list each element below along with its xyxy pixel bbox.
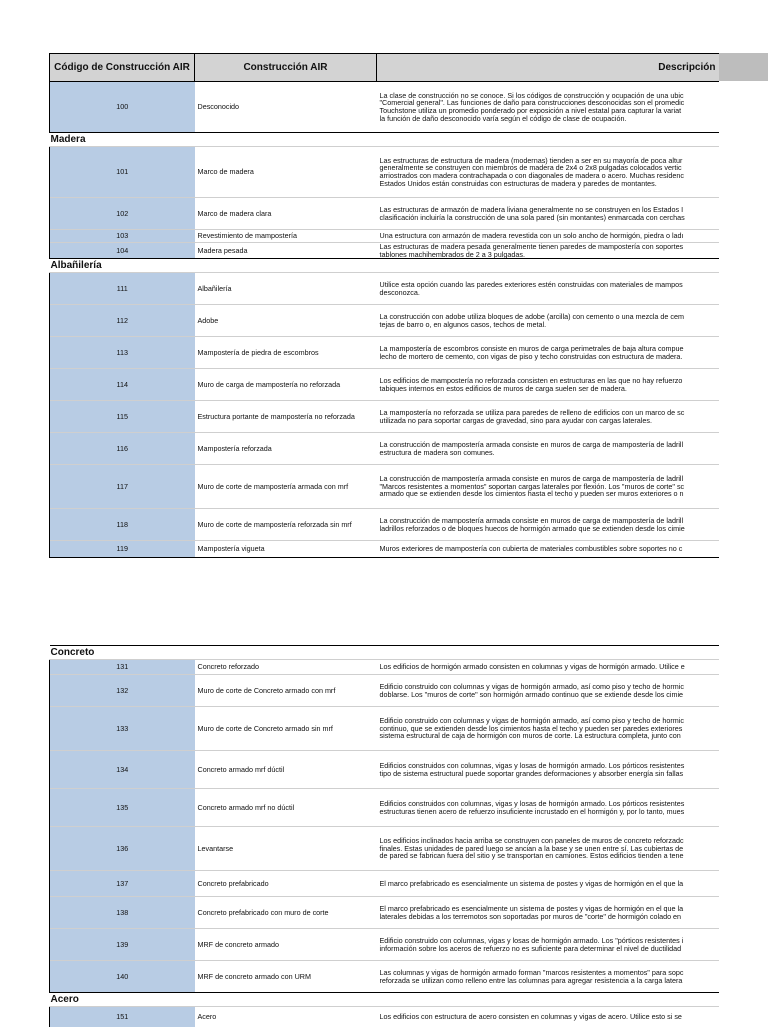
table-row — [50, 897, 719, 929]
cell-code: 132 — [50, 675, 195, 707]
cell-name: Madera pesada — [195, 243, 377, 259]
cell-description: Los edificios con estructura de acero consisten en columnas y vigas de acero. Utilice esto si se — [377, 1007, 719, 1027]
cell-name: Acero — [195, 1007, 377, 1027]
cell-description: Los edificios inclinados hacia arriba se construyen con paneles de muros de concreto reforzadc finales. Estas unidades de pared luego se ancian a la base y se unen entre sí. Las cubiertas de de pared se fabrican fuera del sitio y se transportan en camiones. Estos edificios tienden a tene — [377, 827, 719, 871]
cell-name: Muro de corte de Concreto armado con mrf — [195, 675, 377, 707]
section-row — [50, 993, 719, 1007]
cell-name: Marco de madera clara — [195, 198, 377, 230]
table-row — [50, 243, 719, 259]
cell-name: Concreto armado mrf no dúctil — [195, 789, 377, 827]
table-row — [50, 465, 719, 509]
cell-code: 118 — [50, 509, 195, 541]
cell-description: La construcción con adobe utiliza bloques de adobe (arcilla) con cemento o una mezcla de cem tejas de barro o, en algunos casos, techos de metal. — [377, 305, 719, 337]
section-label: Concreto — [50, 646, 719, 660]
cell-name: Desconocido — [195, 82, 377, 133]
cell-description: La construcción de mampostería armada consiste en muros de carga de mampostería de ladrill "Marcos resistentes a momentos" soportan cargas laterales por flexión. Los "muros de corte" sc armado que se extienden desde los cimientos hasta el techo y pueden ser muros exteriores o n — [377, 465, 719, 509]
cell-description: Los edificios de hormigón armado consisten en columnas y vigas de hormigón armado. Utilice e — [377, 660, 719, 675]
cell-name: Mampostería de piedra de escombros — [195, 337, 377, 369]
cell-code: 101 — [50, 147, 195, 198]
cell-code: 116 — [50, 433, 195, 465]
cell-description: Las estructuras de madera pesada generalmente tienen paredes de mampostería con soportes tablones machihembrados de 2 a 3 pulgadas. — [377, 243, 719, 259]
table-row — [50, 82, 719, 133]
cell-code: 117 — [50, 465, 195, 509]
cell-name: Mampostería vigueta — [195, 541, 377, 558]
table-row — [50, 675, 719, 707]
cell-code: 115 — [50, 401, 195, 433]
cell-code: 137 — [50, 871, 195, 897]
cell-description: Una estructura con armazón de madera revestida con un solo ancho de hormigón, piedra o ladı — [377, 230, 719, 243]
cell-code: 104 — [50, 243, 195, 259]
cell-description: Edificio construido con columnas, vigas y losas de hormigón armado. Los "pórticos resistentes i información sobre los aceros de refuerzo no es suficiente para determinar el nivel de ductilidad — [377, 929, 719, 961]
cell-description: El marco prefabricado es esencialmente un sistema de postes y vigas de hormigón en el que la laterales debidas a los terremotos son soportadas por muros de "corte" de hormigón colado en — [377, 897, 719, 929]
section-label: Madera — [50, 133, 719, 147]
cell-code: 111 — [50, 273, 195, 305]
cell-description: La construcción de mampostería armada consiste en muros de carga de mampostería de ladrill ladrillos reforzados o de bloques huecos de hormigón armado que se extienden desde los cimie — [377, 509, 719, 541]
section-label: Acero — [50, 993, 719, 1007]
cell-description: Las columnas y vigas de hormigón armado forman "marcos resistentes a momentos" para sopc reforzada se utilizan como relleno entre las columnas para agregar resistencia a la carga latera — [377, 961, 719, 993]
cell-description: Edificios construidos con columnas, vigas y losas de hormigón armado. Los pórticos resistentes tipo de sistema estructural puede soportar grandes deformaciones y absorber energía sin fallas — [377, 751, 719, 789]
cell-code: 134 — [50, 751, 195, 789]
cell-code: 151 — [50, 1007, 195, 1027]
cell-code: 135 — [50, 789, 195, 827]
cell-description: Edificios construidos con columnas, vigas y losas de hormigón armado. Los pórticos resistentes estructuras tienen acero de refuerzo insuficiente incrustado en el hormigón y, por lo tanto, mues — [377, 789, 719, 827]
table-row — [50, 337, 719, 369]
table-row — [50, 273, 719, 305]
cell-code: 103 — [50, 230, 195, 243]
table-row — [50, 751, 719, 789]
construction-table-1 — [49, 53, 719, 558]
cell-name: Estructura portante de mampostería no reforzada — [195, 401, 377, 433]
table-row — [50, 660, 719, 675]
section-row — [50, 646, 719, 660]
section-row — [50, 259, 719, 273]
cell-name: MRF de concreto armado — [195, 929, 377, 961]
section-label: Albañilería — [50, 259, 719, 273]
table-row — [50, 871, 719, 897]
table-row — [50, 369, 719, 401]
cell-description: La clase de construcción no se conoce. Si los códigos de construcción y ocupación de una ubic "Comercial general". Las funciones de daño para construcciones desconocidas son el promedic Touchstone utiliza un promedio ponderado por exposición a nivel estatal para capturar la variat la función de daño desconocido varía según el código de clase de ocupación. — [377, 82, 719, 133]
table-row — [50, 198, 719, 230]
cell-description: El marco prefabricado es esencialmente un sistema de postes y vigas de hormigón en el que la — [377, 871, 719, 897]
table-row — [50, 929, 719, 961]
header-name: Construcción AIR — [195, 54, 377, 82]
cell-name: Adobe — [195, 305, 377, 337]
header-description: Descripción — [377, 54, 719, 82]
cell-name: Muro de corte de mampostería reforzada sin mrf — [195, 509, 377, 541]
cell-name: Albañilería — [195, 273, 377, 305]
header-code: Código de Construcción AIR — [50, 54, 195, 82]
cell-description: Muros exteriores de mampostería con cubierta de materiales combustibles sobre soportes no c — [377, 541, 719, 558]
cell-name: Concreto armado mrf dúctil — [195, 751, 377, 789]
table-header-row — [50, 54, 719, 82]
cell-name: Concreto prefabricado — [195, 871, 377, 897]
cell-name: Revestimiento de mampostería — [195, 230, 377, 243]
cell-description: La construcción de mampostería armada consiste en muros de carga de mampostería de ladrill estructura de madera son comunes. — [377, 433, 719, 465]
table-row — [50, 230, 719, 243]
cell-code: 112 — [50, 305, 195, 337]
cell-description: Edificio construido con columnas y vigas de hormigón armado, así como piso y techo de hormic continuo, que se extienden desde los cimientos hasta el techo y pueden ser paredes exteriores sistema estructural de caja de hormigón con muros de corte. La estructura completa, junto con — [377, 707, 719, 751]
construction-table-2 — [49, 645, 719, 1027]
table-row — [50, 401, 719, 433]
cell-code: 140 — [50, 961, 195, 993]
table-row — [50, 707, 719, 751]
cell-name: Mampostería reforzada — [195, 433, 377, 465]
table-row — [50, 789, 719, 827]
table-row — [50, 509, 719, 541]
cell-description: Las estructuras de armazón de madera liviana generalmente no se construyen en los Estados I clasificación incluiría la construcción de una sola pared (sin montantes) enmarcada con cerchas — [377, 198, 719, 230]
cell-description: Las estructuras de estructura de madera (modernas) tienden a ser en su mayoría de poca altur generalmente se construyen con miembros de madera de 2x4 o 2x8 pulgadas colocados vertic arriostrados con madera contrachapada o con diagonales de madera o acero. Muchas residenc Estados Unidos están construidas con estructuras de madera y paredes de montantes. — [377, 147, 719, 198]
table-row — [50, 827, 719, 871]
section-row — [50, 133, 719, 147]
cell-code: 102 — [50, 198, 195, 230]
cell-description: Utilice esta opción cuando las paredes exteriores estén construidas con materiales de mampos desconozca. — [377, 273, 719, 305]
frozen-header-overflow — [717, 53, 768, 81]
cell-name: Levantarse — [195, 827, 377, 871]
cell-name: Muro de carga de mampostería no reforzada — [195, 369, 377, 401]
cell-name: Muro de corte de Concreto armado sin mrf — [195, 707, 377, 751]
table-row — [50, 305, 719, 337]
cell-description: La mampostería no reforzada se utiliza para paredes de relleno de edificios con un marco de sc utilizada no para soportar cargas de gravedad, sino para ayudar con cargas laterales. — [377, 401, 719, 433]
cell-code: 119 — [50, 541, 195, 558]
cell-description: Los edificios de mampostería no reforzada consisten en estructuras en las que no hay refuerzo tabiques internos en estos edificios de muros de carga suelen ser de madera. — [377, 369, 719, 401]
cell-code: 100 — [50, 82, 195, 133]
cell-name: Concreto reforzado — [195, 660, 377, 675]
table-row — [50, 541, 719, 558]
cell-code: 138 — [50, 897, 195, 929]
table-row — [50, 961, 719, 993]
cell-name: MRF de concreto armado con URM — [195, 961, 377, 993]
cell-code: 139 — [50, 929, 195, 961]
cell-name: Muro de corte de mampostería armada con mrf — [195, 465, 377, 509]
cell-name: Concreto prefabricado con muro de corte — [195, 897, 377, 929]
table-row — [50, 147, 719, 198]
cell-code: 131 — [50, 660, 195, 675]
cell-code: 136 — [50, 827, 195, 871]
cell-description: Edificio construido con columnas y vigas de hormigón armado, así como piso y techo de hormic doblarse. Los "muros de corte" son hormigón armado continuo que se extiende desde los cimie — [377, 675, 719, 707]
cell-code: 114 — [50, 369, 195, 401]
cell-code: 133 — [50, 707, 195, 751]
cell-description: La mampostería de escombros consiste en muros de carga perimetrales de baja altura compue lecho de mortero de cemento, con vigas de piso y techo construidas con estructura de madera. — [377, 337, 719, 369]
cell-code: 113 — [50, 337, 195, 369]
table-row — [50, 433, 719, 465]
cell-name: Marco de madera — [195, 147, 377, 198]
